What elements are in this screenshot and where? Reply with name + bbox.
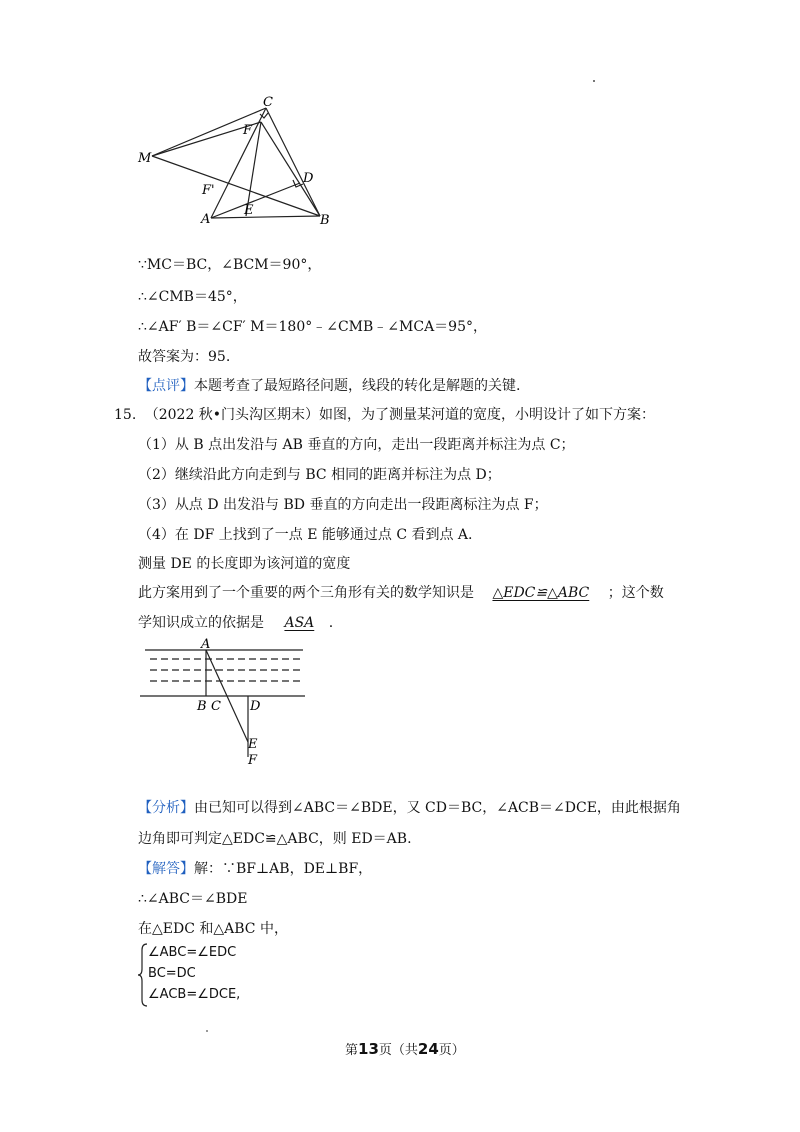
- figure-triangle-mcb: [130, 90, 350, 230]
- label-b: B: [320, 213, 330, 228]
- segment-ac: [211, 108, 266, 218]
- question-text-pre-2: 学知识成立的依据是: [138, 615, 264, 631]
- answer-blank-2: ASA: [284, 615, 315, 631]
- footer-mid: 页（共: [378, 1043, 418, 1058]
- comment-block: [138, 375, 520, 395]
- question-text-post: ；这个数: [607, 585, 664, 601]
- analysis-line-2: 边角即可判定△EDC≌△ABC，则 ED＝AB.: [138, 831, 412, 847]
- question-text-post-2: .: [328, 615, 334, 631]
- analysis-text-1: 由已知可以得到∠ABC＝∠BDE，又 CD＝BC，∠ACB＝∠DCE，由此根据角: [194, 800, 681, 816]
- label-a: A: [201, 212, 211, 227]
- footer-page: 13: [358, 1040, 379, 1058]
- scan-dot: [206, 1030, 208, 1032]
- label-f: F: [243, 123, 253, 138]
- question-text-pre: 此方案用到了一个重要的两个三角形有关的数学知识是: [138, 585, 474, 601]
- problem-step-3: （3）从点 D 出发沿与 BD 垂直的方向走出一段距离标注为点 F；: [138, 497, 548, 513]
- segment-ab: [211, 216, 320, 218]
- problem-step-1: （1）从 B 点出发沿与 AB 垂直的方向，走出一段距离并标注为点 C；: [138, 437, 575, 453]
- solution-line-1: ∵MC＝BC，∠BCM＝90°，: [138, 257, 322, 273]
- label-e: E: [248, 737, 258, 752]
- label-f: F: [248, 753, 258, 768]
- solution-line-3: ∴∠AF′ B＝∠CF′ M＝180°﹣∠CMB﹣∠MCA＝95°，: [138, 319, 487, 335]
- answer-line-1: [138, 858, 372, 878]
- problem-line-5: 测量 DE 的长度即为该河道的宽度: [138, 556, 351, 572]
- label-e: E: [244, 203, 254, 218]
- label-c: C: [211, 699, 221, 714]
- answer-line-3: 在△EDC 和△ABC 中，: [138, 921, 288, 937]
- segment-ad: [211, 183, 300, 218]
- label-d: D: [250, 699, 261, 714]
- problem-number: 15.: [114, 407, 137, 423]
- comment-text: 本题考查了最短路径问题，线段的转化是解题的关键.: [194, 378, 521, 394]
- problem-15-heading: [114, 404, 655, 424]
- system-equation-2: BC=DC: [148, 966, 196, 981]
- scan-dot: [593, 80, 595, 82]
- answer-tag: 【解答】: [138, 861, 194, 877]
- problem-question-line-1: [138, 582, 664, 602]
- label-b: B: [197, 699, 207, 714]
- system-equation-3: ∠ACB=∠DCE,: [148, 987, 241, 1002]
- label-m: M: [138, 151, 152, 166]
- footer-total: 24: [417, 1040, 439, 1058]
- label-f-prime: F': [202, 183, 215, 198]
- footer-post: 页）: [438, 1043, 465, 1058]
- label-d: D: [303, 171, 314, 186]
- answer-line-2: ∴∠ABC＝∠BDE: [138, 891, 248, 907]
- footer-pre: 第: [345, 1043, 359, 1058]
- segment-fb: [261, 122, 320, 216]
- answer-text-1: 解：∵BF⊥AB，DE⊥BF，: [194, 861, 373, 877]
- analysis-line-1: [138, 797, 681, 817]
- system-equation-1: ∠ABC=∠EDC: [148, 945, 237, 960]
- label-c: C: [263, 95, 273, 110]
- problem-step-2: （2）继续沿此方向走到与 BC 相同的距离并标注为点 D；: [138, 467, 501, 483]
- solution-line-4: 故答案为：95.: [138, 349, 231, 365]
- analysis-tag: 【分析】: [138, 800, 194, 816]
- page-footer: [345, 1039, 465, 1058]
- problem-question-line-2: [138, 612, 333, 632]
- problem-step-4: （4）在 DF 上找到了一点 E 能够通过点 C 看到点 A.: [138, 527, 473, 543]
- problem-intro: （2022 秋•门头沟区期末）如图，为了测量某河道的宽度，小明设计了如下方案：: [144, 407, 656, 423]
- comment-tag: 【点评】: [138, 378, 194, 394]
- label-a: A: [201, 637, 211, 652]
- solution-line-2: ∴∠CMB＝45°，: [138, 289, 247, 305]
- figure-river: [135, 635, 315, 770]
- answer-blank-1: △EDC≌△ABC: [492, 585, 590, 601]
